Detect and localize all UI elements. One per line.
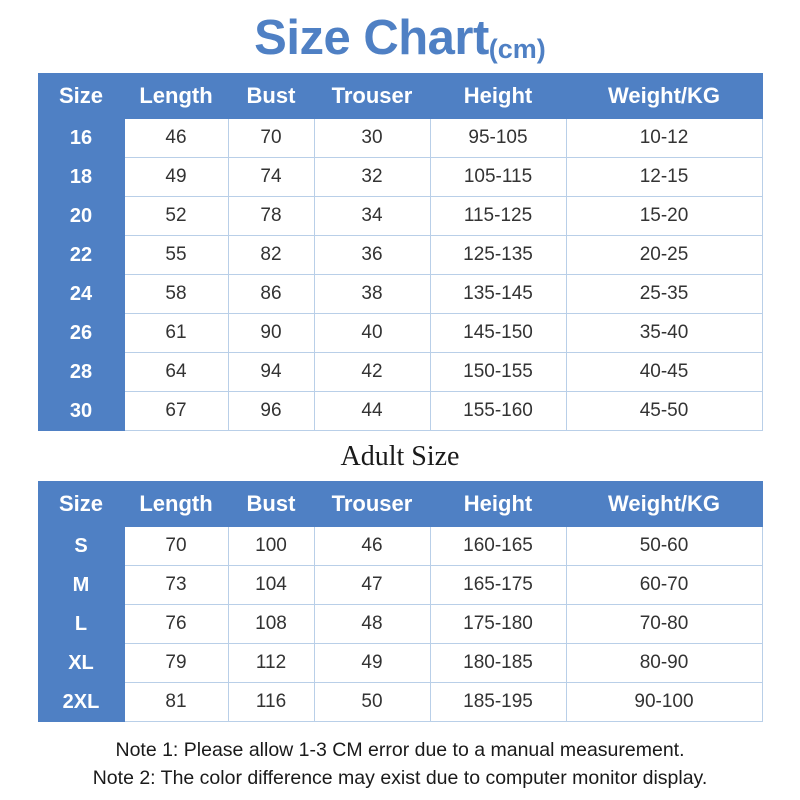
table-header-row (38, 74, 762, 119)
cell-bust: 112 (228, 644, 314, 683)
cell-size: M (38, 566, 124, 605)
cell-bust: 82 (228, 236, 314, 275)
column-header-length: Length (124, 482, 228, 527)
cell-length: 67 (124, 392, 228, 431)
cell-trouser: 32 (314, 158, 430, 197)
cell-weight: 10-12 (566, 119, 762, 158)
cell-size: 2XL (38, 683, 124, 722)
table-row (38, 353, 762, 392)
table-row (38, 314, 762, 353)
cell-trouser: 30 (314, 119, 430, 158)
cell-weight: 20-25 (566, 236, 762, 275)
column-header-height: Height (430, 482, 566, 527)
column-header-height: Height (430, 74, 566, 119)
kids-size-table (38, 73, 763, 431)
cell-length: 73 (124, 566, 228, 605)
cell-trouser: 46 (314, 527, 430, 566)
cell-length: 58 (124, 275, 228, 314)
cell-length: 55 (124, 236, 228, 275)
column-header-weight: Weight/KG (566, 482, 762, 527)
cell-weight: 50-60 (566, 527, 762, 566)
cell-bust: 104 (228, 566, 314, 605)
cell-trouser: 50 (314, 683, 430, 722)
cell-size: L (38, 605, 124, 644)
cell-size: 24 (38, 275, 124, 314)
cell-bust: 96 (228, 392, 314, 431)
cell-trouser: 49 (314, 644, 430, 683)
cell-size: 16 (38, 119, 124, 158)
cell-height: 185-195 (430, 683, 566, 722)
cell-weight: 70-80 (566, 605, 762, 644)
cell-length: 76 (124, 605, 228, 644)
cell-bust: 94 (228, 353, 314, 392)
table-row (38, 566, 762, 605)
cell-height: 105-115 (430, 158, 566, 197)
cell-height: 115-125 (430, 197, 566, 236)
table-row (38, 392, 762, 431)
cell-trouser: 40 (314, 314, 430, 353)
table-row (38, 683, 762, 722)
cell-weight: 15-20 (566, 197, 762, 236)
cell-bust: 86 (228, 275, 314, 314)
cell-size: 18 (38, 158, 124, 197)
cell-height: 160-165 (430, 527, 566, 566)
cell-length: 79 (124, 644, 228, 683)
cell-weight: 40-45 (566, 353, 762, 392)
cell-weight: 25-35 (566, 275, 762, 314)
cell-trouser: 34 (314, 197, 430, 236)
cell-size: 28 (38, 353, 124, 392)
cell-trouser: 36 (314, 236, 430, 275)
cell-bust: 70 (228, 119, 314, 158)
cell-size: 26 (38, 314, 124, 353)
column-header-bust: Bust (228, 74, 314, 119)
table-row (38, 119, 762, 158)
cell-bust: 74 (228, 158, 314, 197)
cell-length: 49 (124, 158, 228, 197)
cell-trouser: 47 (314, 566, 430, 605)
cell-height: 165-175 (430, 566, 566, 605)
column-header-weight: Weight/KG (566, 74, 762, 119)
column-header-bust: Bust (228, 482, 314, 527)
notes-section (0, 736, 800, 793)
table-row (38, 644, 762, 683)
cell-trouser: 42 (314, 353, 430, 392)
column-header-size: Size (38, 482, 124, 527)
cell-size: 30 (38, 392, 124, 431)
cell-size: S (38, 527, 124, 566)
cell-height: 95-105 (430, 119, 566, 158)
page-title (0, 0, 800, 63)
page-title-unit: (cm) (488, 34, 546, 64)
cell-bust: 108 (228, 605, 314, 644)
page-title-main: Size Chart (254, 11, 489, 65)
cell-trouser: 48 (314, 605, 430, 644)
cell-length: 61 (124, 314, 228, 353)
cell-height: 155-160 (430, 392, 566, 431)
column-header-size: Size (38, 74, 124, 119)
cell-size: 20 (38, 197, 124, 236)
cell-length: 70 (124, 527, 228, 566)
cell-bust: 78 (228, 197, 314, 236)
cell-size: XL (38, 644, 124, 683)
cell-height: 135-145 (430, 275, 566, 314)
column-header-trouser: Trouser (314, 482, 430, 527)
cell-height: 125-135 (430, 236, 566, 275)
table-row (38, 527, 762, 566)
cell-trouser: 44 (314, 392, 430, 431)
cell-weight: 90-100 (566, 683, 762, 722)
table-row (38, 275, 762, 314)
cell-length: 46 (124, 119, 228, 158)
cell-weight: 45-50 (566, 392, 762, 431)
table-row (38, 158, 762, 197)
cell-length: 52 (124, 197, 228, 236)
table-row (38, 236, 762, 275)
cell-length: 64 (124, 353, 228, 392)
table-header-row (38, 482, 762, 527)
cell-bust: 90 (228, 314, 314, 353)
cell-bust: 100 (228, 527, 314, 566)
cell-size: 22 (38, 236, 124, 275)
cell-height: 180-185 (430, 644, 566, 683)
cell-height: 145-150 (430, 314, 566, 353)
column-header-trouser: Trouser (314, 74, 430, 119)
cell-weight: 80-90 (566, 644, 762, 683)
cell-weight: 35-40 (566, 314, 762, 353)
note-1: Note 1: Please allow 1-3 CM error due to a manual measurement. (115, 739, 685, 761)
cell-weight: 60-70 (566, 566, 762, 605)
adult-size-table (38, 481, 763, 722)
cell-trouser: 38 (314, 275, 430, 314)
cell-height: 175-180 (430, 605, 566, 644)
column-header-length: Length (124, 74, 228, 119)
table-row (38, 197, 762, 236)
cell-weight: 12-15 (566, 158, 762, 197)
adult-size-label: Adult Size (340, 441, 460, 472)
note-2: Note 2: The color difference may exist due to computer monitor display. (92, 767, 708, 790)
cell-bust: 116 (228, 683, 314, 722)
cell-length: 81 (124, 683, 228, 722)
cell-height: 150-155 (430, 353, 566, 392)
table-row (38, 605, 762, 644)
